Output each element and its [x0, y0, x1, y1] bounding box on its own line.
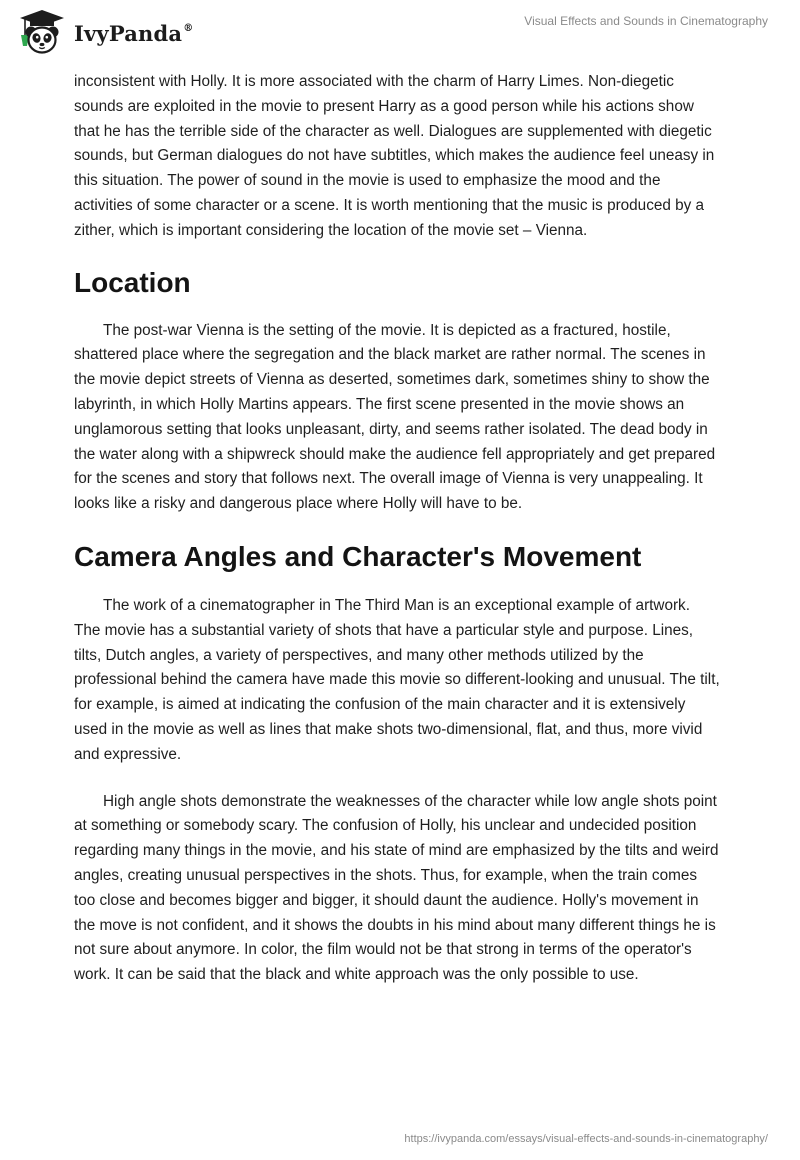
panda-graduation-icon — [16, 8, 68, 56]
ivypanda-logo[interactable] — [16, 8, 193, 56]
running-title: Visual Effects and Sounds in Cinematography — [524, 14, 768, 28]
page-header — [0, 0, 800, 62]
section-heading-camera-angles: Camera Angles and Character's Movement — [74, 540, 642, 572]
source-url[interactable]: https://ivypanda.com/essays/visual-effects-and-sounds-in-cinematography/ — [404, 1133, 768, 1145]
camera-paragraph-1: The work of a cinematographer in The Third Man is an exceptional example of artwork. The movie has a substantial variety of shots that have a particular style and purpose. Lines, tilts, Dutch angles, a variety of perspectives, and many other methods utilized by the professional behind the camera have made this movie so different-looking and unusual. The tilt, for example, is aimed at indicating the confusion of the main character and it is extensively used in the movie as well as lines that make shots two-dimensional, flat, and thus, more vivid and expressive. — [74, 596, 720, 763]
location-paragraph: The post-war Vienna is the setting of the movie. It is depicted as a fractured, hostile, shattered place where the segregation and the black market are rather normal. The scenes in the movie depict streets of Vienna as deserted, sometimes dark, sometimes shiny to show the labyrinth, in which Holly Martins appears. The first scene presented in the movie shows an unglamorous setting that looks unpleasant, dirty, and seems rather isolated. The dead body in the water along with a shipwreck should make the audience fell appropriately and get prepared for the scenes and story that follows next. The overall image of Vienna is very unappealing. It looks like a risky and dangerous place where Holly will have to be. — [74, 321, 716, 513]
brand-name: IvyPanda® — [74, 20, 194, 46]
camera-paragraph-2: High angle shots demonstrate the weaknesses of the character while low angle shots point at something or somebody scary. The confusion of Holly, his unclear and undecided position regarding many things in the movie, and his state of mind are emphasized by the tilts and weird angles, creating unusual perspectives in the shots. Thus, for example, when the train comes too close and becomes bigger and bigger, it should daunt the audience. Holly's movement in the move is not confident, and it shows the doubts in his mind about many different things he is not sure about anymore. In color, the film would not be that strong in terms of the operator's work. It can be said that the black and white approach was the only possible to use. — [74, 792, 719, 984]
section-heading-location: Location — [74, 266, 191, 298]
registered-mark: ® — [183, 22, 194, 34]
article-body — [74, 70, 720, 988]
intro-paragraph: inconsistent with Holly. It is more associated with the charm of Harry Limes. Non-diegetic sounds are exploited in the movie to present Harry as a good person while his actions show that he has the terrible side of the character as well. Dialogues are supplemented with diegetic sounds, but German dialogues do not have subtitles, which makes the audience feel uneasy in this situation. The power of sound in the movie is used to emphasize the mood and the activities of some character or a scene. It is worth mentioning that the music is produced by a zither, which is important considering the location of the movie set – Vienna. — [74, 73, 715, 239]
